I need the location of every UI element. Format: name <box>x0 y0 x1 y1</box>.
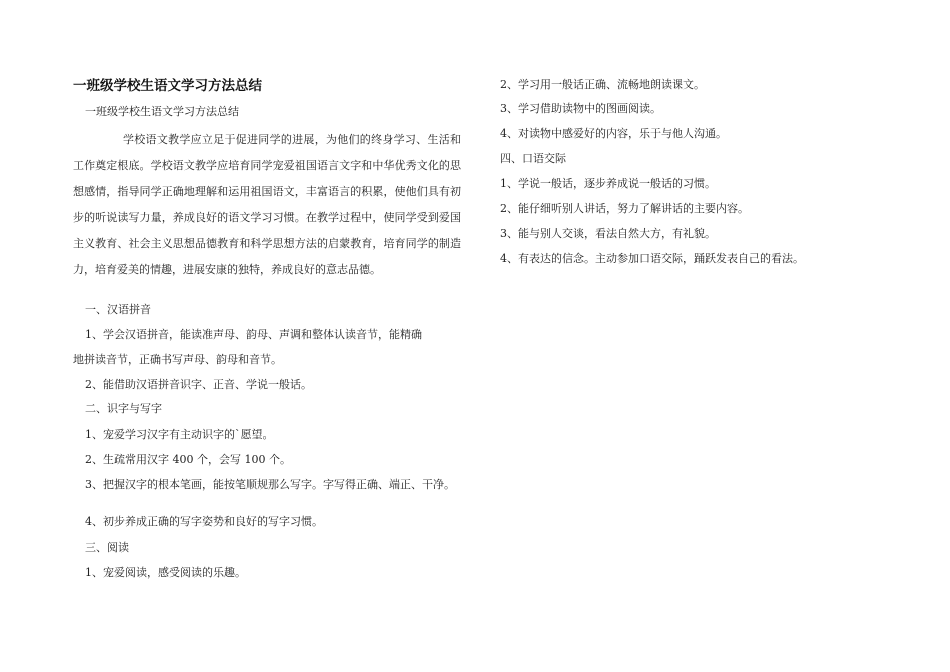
intro-paragraph: 学校语文教学应立足于促进同学的进展，为他们的终身学习、生活和工作奠定根底。学校语文教学应培育同学宠爱祖国语言文字和中华优秀文化的思想感情，指导同学正确地理解和运用祖国语文，丰富语言的积累，使他们具有初步的听说读写力量，养成良好的语文学习习惯。在教学过程中，使同学受到爱国主义教育、社会主义思想品德教育和科学思想方法的启蒙教育，培育同学的制造力，培育爱美的情趣，进展安康的独特，养成良好的意志品德。 <box>73 133 461 276</box>
section-heading-oral: 四、口语交际 <box>500 152 566 165</box>
list-item: 3、能与别人交谈，看法自然大方，有礼貌。 <box>500 227 716 240</box>
document-title: 一班级学校生语文学习方法总结 <box>73 78 262 94</box>
section-heading-characters: 二、识字与写字 <box>85 402 162 415</box>
list-item: 4、初步养成正确的写字姿势和良好的写字习惯。 <box>85 515 323 528</box>
list-item: 1、宠爱学习汉字有主动识字的`愿望。 <box>85 428 274 441</box>
list-item: 1、学说一般话，逐步养成说一般话的习惯。 <box>500 177 716 190</box>
section-heading-pinyin: 一、汉语拼音 <box>85 303 151 316</box>
list-item: 4、对读物中感爱好的内容，乐于与他人沟通。 <box>500 127 727 140</box>
list-item: 1、宠爱阅读，感受阅读的乐趣。 <box>85 566 246 579</box>
list-item-continuation: 地拼读音节，正确书写声母、韵母和音节。 <box>73 353 282 366</box>
list-item: 2、生疏常用汉字 400 个，会写 100 个。 <box>85 453 291 466</box>
list-item: 4、有表达的信念。主动参加口语交际，踊跃发表自己的看法。 <box>500 252 804 265</box>
list-item: 2、能借助汉语拼音识字、正音、学说一般话。 <box>85 378 312 391</box>
list-item: 2、能仔细听别人讲话，努力了解讲话的主要内容。 <box>500 202 749 215</box>
list-item: 1、学会汉语拼音，能读准声母、韵母、声调和整体认读音节，能精确 <box>85 328 422 341</box>
list-item: 3、学习借助读物中的图画阅读。 <box>500 102 661 115</box>
section-heading-reading: 三、阅读 <box>85 541 129 554</box>
document-subtitle: 一班级学校生语文学习方法总结 <box>85 105 239 118</box>
list-item: 3、把握汉字的根本笔画，能按笔顺规那么写字。字写得正确、端正、干净。 <box>85 478 455 491</box>
list-item: 2、学习用一般话正确、流畅地朗读课文。 <box>500 78 705 91</box>
